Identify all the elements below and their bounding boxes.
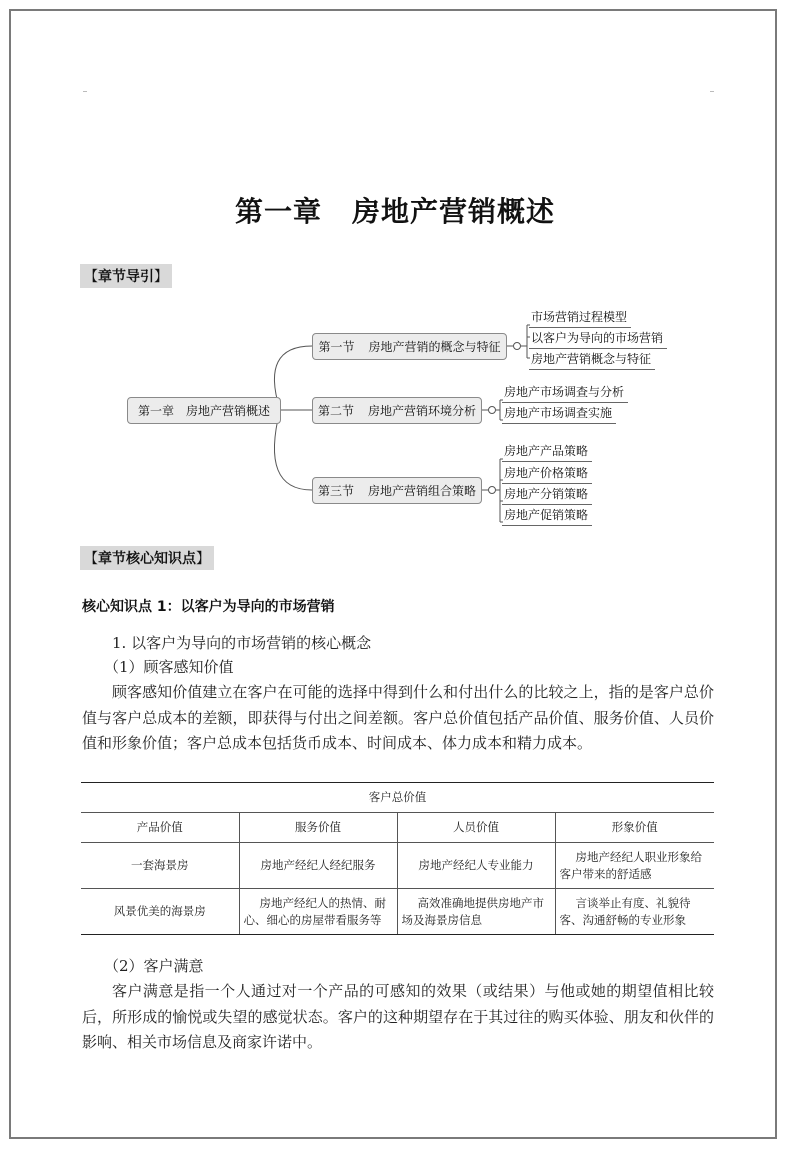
core-knowledge-tag: 【章节核心知识点】 [80, 546, 214, 570]
table-cell: 房地产经纪人专业能力 [397, 843, 555, 889]
mindmap-leaf: 房地产市场调查实施 [504, 406, 613, 420]
chapter-number: 第一章 [234, 195, 322, 228]
table-header: 形象价值 [555, 813, 714, 843]
knowledge-point-title: 核心知识点 1：以客户为导向的市场营销 [82, 599, 335, 615]
table-header: 服务价值 [239, 813, 397, 843]
table-header: 产品价值 [81, 813, 239, 843]
item-2-paragraph: 客户满意是指一个人通过对一个产品的可感知的效果（或结果）与他或她的期望值相比较后，所形成的愉悦或失望的感觉状态。客户的这种期望存在于其过往的购买体验、朋友和伙伴的影响、相关市场信息及商家许诺中。 [82, 982, 714, 1051]
mindmap-leaf: 房地产产品策略 [504, 444, 589, 458]
mindmap-leaf: 房地产营销概念与特征 [531, 352, 652, 366]
table-cell: 高效准确地提供房地产市场及海景房信息 [397, 889, 555, 935]
mindmap-leaf: 房地产促销策略 [504, 508, 589, 522]
item-1-heading: （1）顾客感知价值 [104, 658, 234, 676]
guide-tag: 【章节导引】 [80, 264, 172, 288]
table-cell: 房地产经纪人经纪服务 [239, 843, 397, 889]
value-table [81, 782, 714, 935]
table-header: 人员价值 [397, 813, 555, 843]
mindmap-leaf: 以客户为导向的市场营销 [531, 331, 664, 345]
guide-tag-label: 章节导引 [98, 269, 154, 285]
mindmap-section-2: 第二节 房地产营销环境分析 [312, 397, 482, 424]
mindmap-leaf: 房地产分销策略 [504, 487, 589, 501]
table-row [81, 843, 714, 889]
table-cell: 房地产经纪人职业形象给客户带来的舒适感 [555, 843, 714, 889]
table-cell: 言谈举止有度、礼貌待客、沟通舒畅的专业形象 [555, 889, 714, 935]
table-caption: 客户总价值 [81, 783, 714, 813]
table-cell: 风景优美的海景房 [81, 889, 239, 935]
mindmap-section-1: 第一节 房地产营销的概念与特征 [312, 333, 507, 360]
table-cell: 房地产经纪人的热情、耐心、细心的房屋带看服务等 [239, 889, 397, 935]
mindmap-connectors [0, 0, 790, 560]
table-row [81, 889, 714, 935]
mindmap-leaf: 市场营销过程模型 [531, 310, 628, 324]
table-cell: 一套海景房 [81, 843, 239, 889]
mindmap-leaf: 房地产价格策略 [504, 466, 589, 480]
core-knowledge-tag-label: 章节核心知识点 [98, 551, 196, 567]
sub-heading-1: 1. 以客户为导向的市场营销的核心概念 [112, 634, 372, 652]
mindmap-root-node: 第一章 房地产营销概述 [127, 397, 281, 424]
mindmap-section-3: 第三节 房地产营销组合策略 [312, 477, 482, 504]
item-1-paragraph: 顾客感知价值建立在客户在可能的选择中得到什么和付出什么的比较之上，指的是客户总价值与客户总成本的差额，即获得与付出之间差额。客户总价值包括产品价值、服务价值、人员价值和形象价值；客户总成本包括货币成本、时间成本、体力成本和精力成本。 [82, 683, 714, 752]
mindmap-leaf: 房地产市场调查与分析 [504, 385, 625, 399]
chapter-name: 房地产营销概述 [352, 195, 556, 228]
item-2-heading: （2）客户满意 [104, 957, 204, 975]
